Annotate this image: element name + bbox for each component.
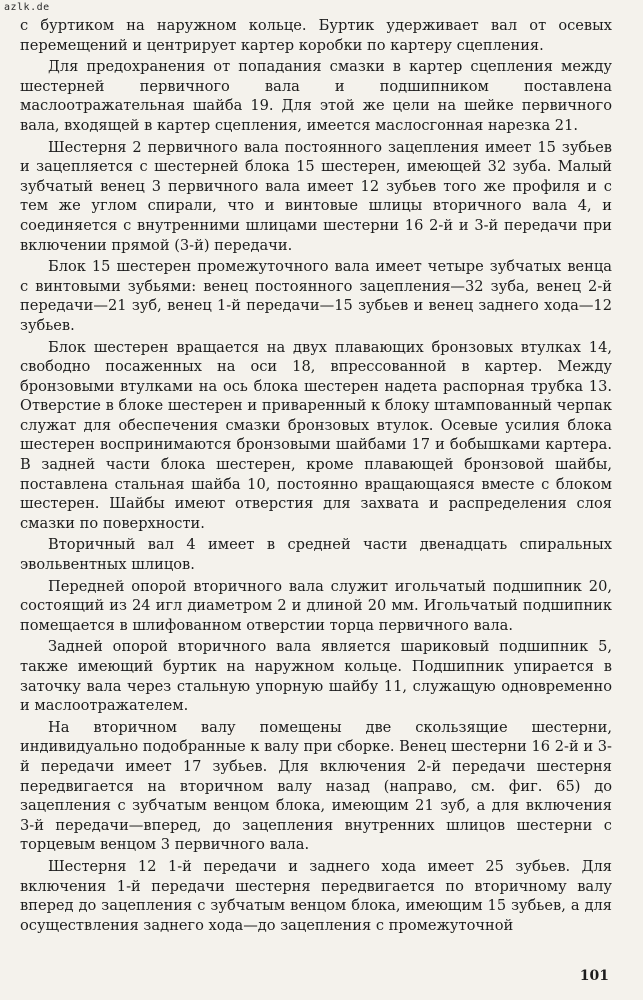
- paragraph: Блок 15 шестерен промежуточного вала имеет четыре зубчатых венца с винтовыми зубьями: венец постоянного зацепления—32 зуба, венец 2-й передачи—21 зуб, венец 1-й передачи—15 зубьев и венец заднего хода—12 зубьев.: [20, 258, 612, 334]
- watermark: azlk.de: [4, 2, 50, 13]
- paragraph: Шестерня 12 1-й передачи и заднего хода имеет 25 зубьев. Для включения 1-й передачи шестерня передвигается по вторичному валу вперед до зацепления с зубчатым венцом блока, имеющим 15 зубьев, а для осуществления заднего хода—до зацепления с промежуточной: [20, 857, 612, 934]
- paragraph: Шестерня 2 первичного вала постоянного зацепления имеет 15 зубьев и зацепляется с шестерней блока 15 шестерен, имеющей 32 зуба. Малый зубчатый венец 3 первичного вала имеет 12 зубьев того же профиля и с тем же углом спирали, что и винтовые шлицы вторичного вала 4, и соединяется с внутренними шлицами шестерни 16 2-й и 3-й передачи при включении прямой (3-й) передачи.: [20, 138, 612, 254]
- paragraph: Блок шестерен вращается на двух плавающих бронзовых втулках 14, свободно посаженных на оси 18, впрессованной в картер. Между бронзовыми втулками на ось блока шестерен надета распорная трубка 13. Отверстие в блоке шестерен и приваренный к блоку штампованный черпак служат для обеспечения смазки бронзовых втулок. Осевые усилия блока шестерен воспринимаются бронзовыми шайбами 17 и бобышками картера. В задней части блока шестерен, кроме плавающей бронзовой шайбы, поставлена стальная шайба 10, постоянно вращающаяся вместе с блоком шестерен. Шайбы имеют отверстия для захвата и распределения слоя смазки по поверхности.: [20, 338, 612, 532]
- paragraph: Для предохранения от попадания смазки в картер сцепления между шестерней первичного вала и подшипником поставлена маслоотражательная шайба 19. Для этой же цели на шейке первичного вала, входящей в картер сцепления, имеется маслосгонная нарезка 21.: [20, 58, 612, 134]
- paragraph: Передней опорой вторичного вала служит игольчатый подшипник 20, состоящий из 24 игл диаметром 2 и длиной 20 мм. Игольчатый подшипник помещается в шлифованном отверстии торца первичного вала.: [20, 577, 612, 634]
- paragraph: Вторичный вал 4 имеет в средней части двенадцать спиральных эвольвентных шлицов.: [20, 536, 612, 574]
- paragraph: На вторичном валу помещены две скользящие шестерни, индивидуально подобранные к валу при сборке. Венец шестерни 16 2-й и 3-й передачи имеет 17 зубьев. Для включения 2-й передачи шестерня передвигается на вторичном валу назад (направо, см. фиг. 65) до зацепления с зубчатым венцом блока, имеющим 21 зуб, а для включения 3-й передачи—вперед, до зацепления внутренних шлицов шестерни с торцевым венцом 3 первичного вала.: [20, 718, 612, 854]
- page-number: 101: [579, 968, 609, 984]
- page-body: [20, 16, 612, 937]
- paragraph: с буртиком на наружном кольце. Буртик удерживает вал от осевых перемещений и центрирует картер коробки по картеру сцепления.: [20, 17, 612, 54]
- paragraph: Задней опорой вторичного вала является шариковый подшипник 5, также имеющий буртик на наружном кольце. Подшипник упирается в заточку вала через стальную упорную шайбу 11, служащую одновременно и маслоотражателем.: [20, 638, 612, 715]
